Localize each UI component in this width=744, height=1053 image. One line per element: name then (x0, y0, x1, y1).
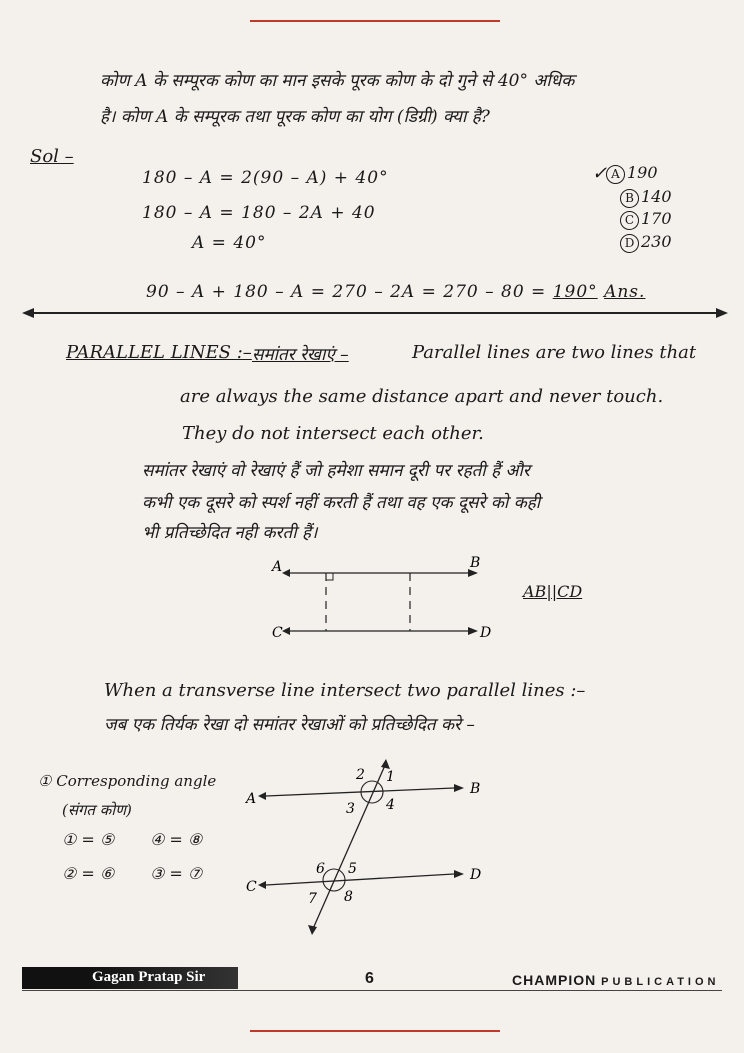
transversal-diagram (240, 755, 500, 945)
parallel-hi-line-3: भी प्रतिच्छेदित नही करती हैं। (142, 523, 318, 543)
equation-2: 180 – A = 180 – 2A + 40 (142, 203, 376, 223)
top-decorative-rule (250, 20, 500, 22)
angle-label-3: 3 (346, 801, 355, 817)
option-d-value: 230 (641, 232, 672, 251)
parallel-lines-diagram (270, 555, 500, 645)
transversal-label-b: B (470, 781, 481, 797)
check-mark-icon: ✓ (592, 163, 608, 184)
footer-rule (22, 990, 722, 991)
page-number: 6 (365, 970, 374, 987)
parallel-hi-line-1: समांतर रेखाएं वो रेखाएं हैं जो हमेशा समान दूरी पर रहती हैं और (142, 461, 530, 481)
parallel-diagram-label-c: C (272, 625, 283, 641)
transversal-label-c: C (246, 879, 257, 895)
corresponding-angle-title: ① Corresponding angle (38, 772, 217, 790)
option-d (620, 232, 672, 253)
separator-arrows (20, 305, 730, 321)
publisher-logo (512, 972, 719, 988)
option-a (606, 163, 658, 184)
option-a-value: 190 (627, 163, 658, 182)
final-equation-prefix: 90 – A + 180 – A = 270 – 2A = 270 – 80 = (146, 282, 553, 302)
parallel-en-line-3: They do not intersect each other. (182, 423, 484, 444)
angle-label-6: 6 (316, 861, 325, 877)
parallel-diagram-label-a: A (272, 559, 283, 575)
question-line-2: है। कोण A के सम्पूरक तथा पूरक कोण का योग (डिग्री) क्या है? (100, 107, 490, 127)
option-b-value: 140 (641, 187, 672, 206)
option-d-letter: D (620, 234, 639, 253)
transversal-label-d: D (470, 867, 482, 883)
option-b-letter: B (620, 189, 639, 208)
equation-1: 180 – A = 2(90 – A) + 40° (142, 168, 389, 188)
question-line-1: कोण A के सम्पूरक कोण का मान इसके पूरक कोण के दो गुने से 40° अधिक (100, 71, 575, 91)
solution-label: Sol – (30, 146, 74, 167)
angle-pair-4: ③ = ⑦ (150, 864, 203, 883)
angle-label-7: 7 (308, 891, 317, 907)
parallel-en-line-2: are always the same distance apart and never touch. (180, 386, 664, 407)
publisher-sub: PUBLICATION (601, 976, 720, 988)
bottom-decorative-rule (250, 1030, 500, 1032)
angle-pair-3: ② = ⑥ (62, 864, 115, 883)
parallel-hindi-heading: समांतर रेखाएं – (252, 345, 349, 365)
corresponding-angle-hindi: (संगत कोण) (62, 801, 132, 819)
parallel-notation: AB||CD (523, 582, 583, 601)
parallel-heading: PARALLEL LINES :– (66, 342, 252, 363)
parallel-diagram-label-b: B (470, 555, 481, 571)
angle-label-2: 2 (356, 767, 365, 783)
option-a-letter: A (606, 165, 625, 184)
angle-label-1: 1 (386, 769, 395, 785)
angle-pair-1: ① = ⑤ (62, 830, 115, 849)
final-equation (146, 282, 645, 302)
parallel-hi-line-2: कभी एक दूसरे को स्पर्श नहीं करती हैं तथा वह एक दूसरे को कही (142, 493, 541, 513)
transversal-hi-line: जब एक तिर्यक रेखा दो समांतर रेखाओं को प्रतिच्छेदित करे – (104, 715, 475, 735)
angle-pair-2: ④ = ⑧ (150, 830, 203, 849)
option-c-letter: C (620, 211, 639, 230)
transversal-en-line: When a transverse line intersect two parallel lines :– (104, 680, 586, 701)
footer-author: Gagan Pratap Sir (92, 969, 206, 985)
publisher-main: CHAMPION (512, 972, 597, 988)
final-answer-suffix: Ans. (604, 282, 646, 302)
angle-label-4: 4 (386, 797, 395, 813)
parallel-en-line-1: Parallel lines are two lines that (412, 342, 697, 363)
equation-3: A = 40° (192, 233, 267, 253)
parallel-diagram-label-d: D (480, 625, 492, 641)
transversal-label-a: A (246, 791, 257, 807)
option-c-value: 170 (641, 209, 672, 228)
option-b (620, 187, 672, 208)
angle-label-5: 5 (348, 861, 357, 877)
final-answer: 190° (552, 282, 598, 302)
angle-label-8: 8 (344, 889, 353, 905)
option-c (620, 209, 672, 230)
